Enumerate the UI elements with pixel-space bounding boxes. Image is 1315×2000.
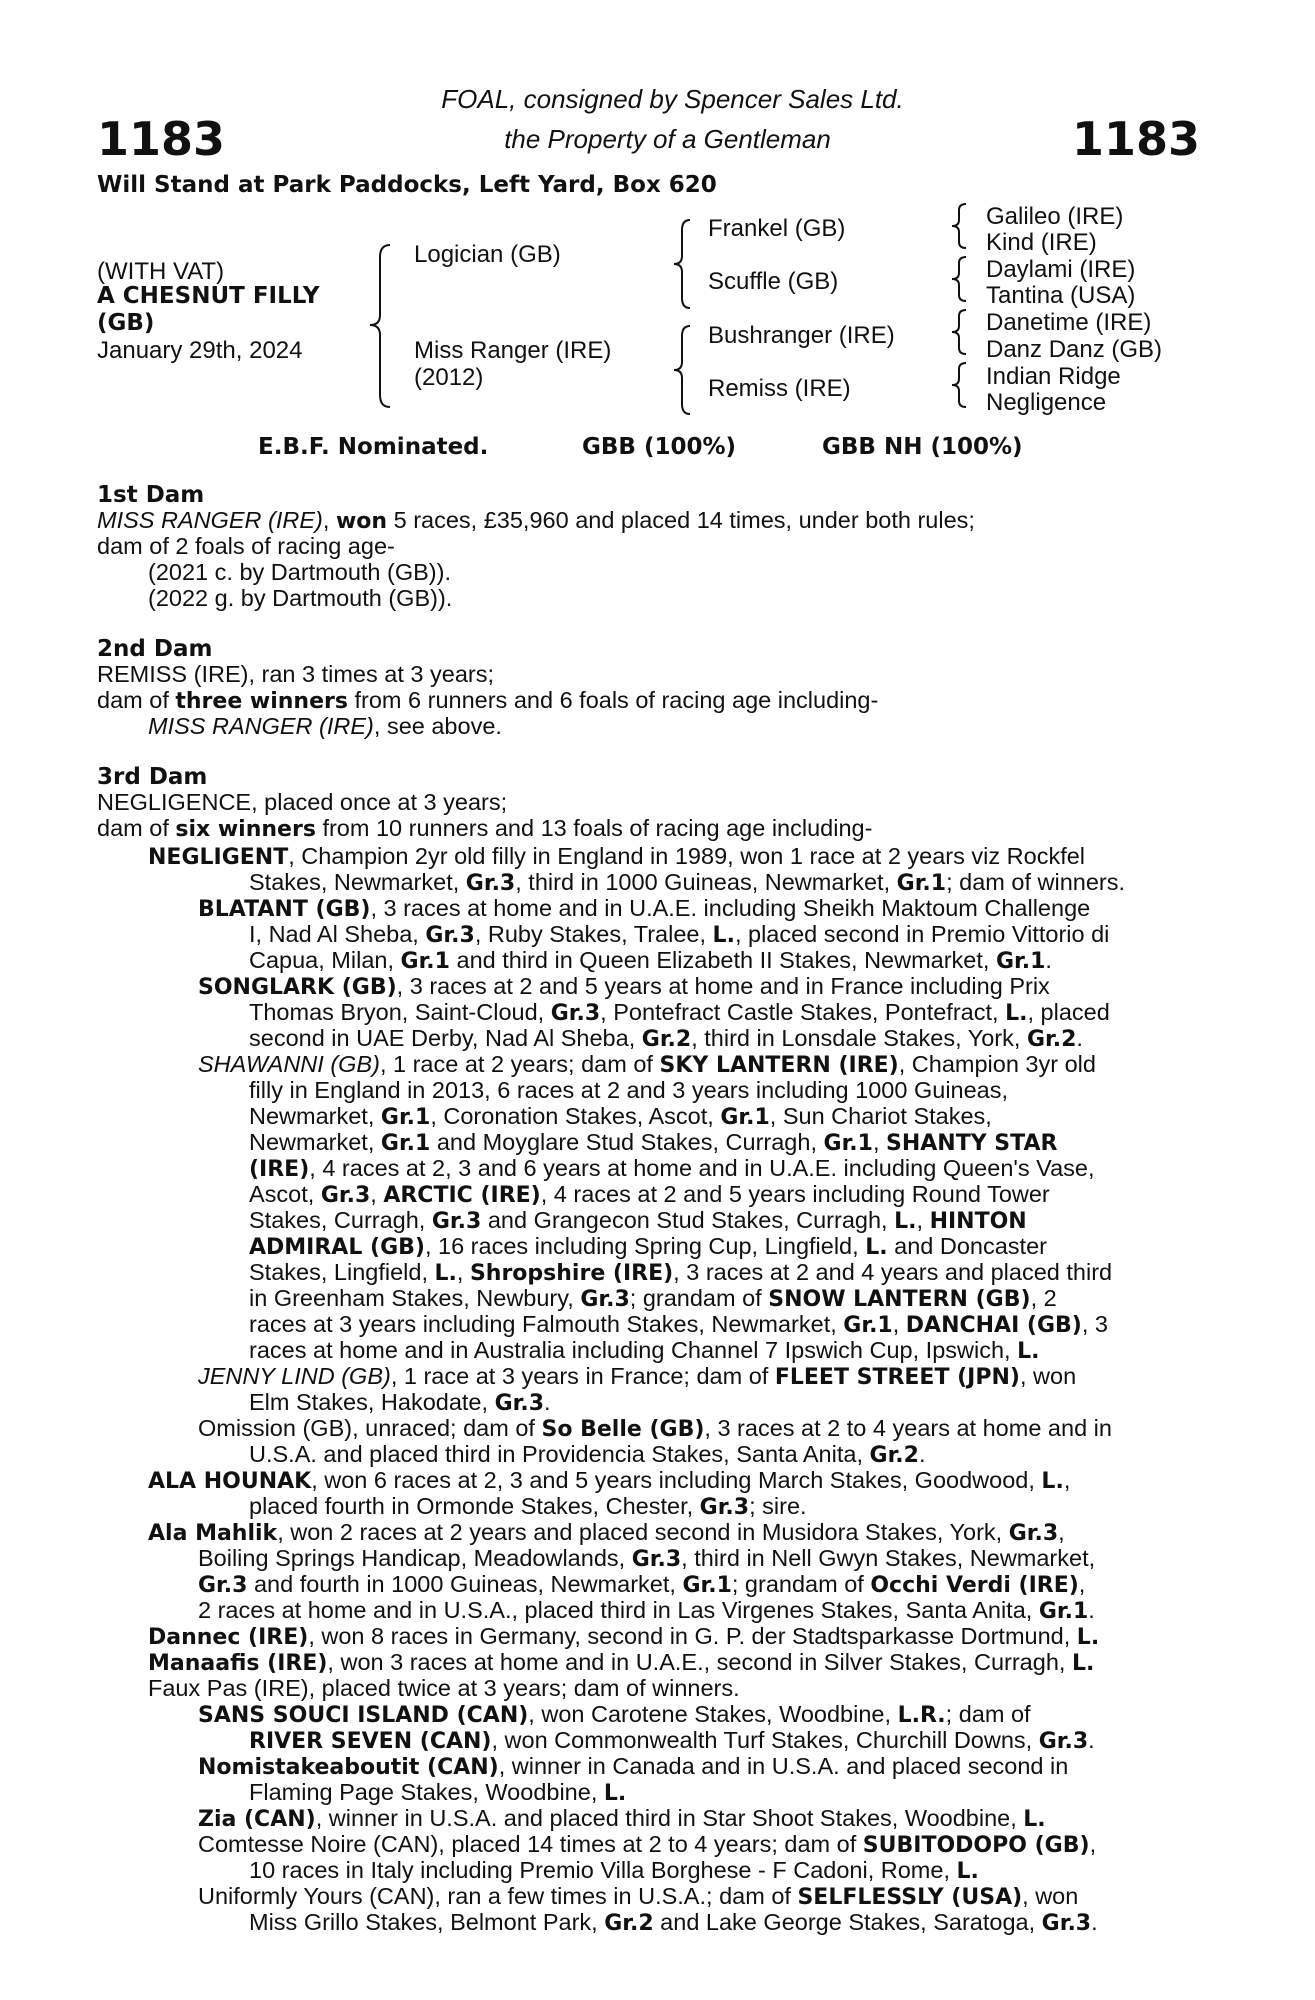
bold-text: ALA HOUNAK <box>148 1469 312 1494</box>
produce-line <box>249 1208 1027 1235</box>
bold-text: Occhi Verdi (IRE) <box>870 1573 1079 1598</box>
bold-text: ADMIRAL (GB) <box>249 1235 425 1260</box>
bold-text: SONGLARK (GB) <box>198 975 397 1000</box>
text: Uniformly Yours (CAN), ran a few times in U.S.A.; dam of <box>198 1883 798 1909</box>
text: , placed second in Premio Vittorio di <box>734 921 1110 947</box>
bold-text: FLEET STREET (JPN) <box>774 1365 1020 1390</box>
text: Ascot, <box>249 1181 321 1207</box>
text: Omission (GB), unraced; dam of <box>198 1415 542 1441</box>
text: and fourth in 1000 Guineas, Newmarket, <box>247 1571 683 1597</box>
produce-line <box>148 1650 1094 1677</box>
bold-text: Gr.3 <box>580 1287 630 1312</box>
text: . <box>1088 1597 1095 1623</box>
bold-text: Shropshire (IRE) <box>469 1261 674 1286</box>
gbb-nh-status: GBB NH (100%) <box>822 434 1023 460</box>
text: races at 3 years including Falmouth Stakes, Newmarket, <box>249 1311 844 1337</box>
text: , Ruby Stakes, Tralee, <box>474 921 713 947</box>
produce-line <box>198 896 1090 923</box>
bold-text: L. <box>1005 1001 1028 1026</box>
bold-text: Gr.3 <box>431 1209 482 1234</box>
text: , Sun Chariot Stakes, <box>769 1103 992 1129</box>
pedigree-gen2-2: Scuffle (GB) <box>708 268 839 295</box>
produce-line <box>148 1624 1099 1651</box>
text: , third in Lonsdale Stakes, York, <box>691 1025 1027 1051</box>
text: ; sire. <box>749 1493 807 1519</box>
second-dam-line2: dam of three winners from 6 runners and 6 foals of racing age including- <box>97 687 879 714</box>
bold-text: Gr.1 <box>682 1573 732 1598</box>
text: , <box>916 1207 930 1233</box>
bold-text: Gr.3 <box>1008 1521 1059 1546</box>
bold-text: Gr.3 <box>198 1573 248 1598</box>
produce-line <box>249 1130 1057 1157</box>
produce-line <box>249 870 1125 897</box>
text: and Moyglare Stud Stakes, Curragh, <box>430 1129 824 1155</box>
bold-text: Dannec (IRE) <box>148 1625 309 1650</box>
text: , won 2 races at 2 years and placed second in Musidora Stakes, York, <box>277 1519 1009 1545</box>
text: Newmarket, <box>249 1103 381 1129</box>
pedigree-brace-dam <box>666 318 706 418</box>
text: , 1 race at 2 years; dam of <box>379 1051 660 1077</box>
pedigree-dam-year: (2012) <box>414 364 484 391</box>
text: , <box>1058 1519 1065 1545</box>
text: , won 6 races at 2, 3 and 5 years including March Stakes, Goodwood, <box>311 1467 1042 1493</box>
bold-text: L. <box>603 1781 627 1806</box>
lot-name-line1: A CHESNUT FILLY <box>97 283 320 309</box>
text: . <box>544 1389 551 1415</box>
bold-text: SANS SOUCI ISLAND (CAN) <box>198 1703 529 1728</box>
pedigree-gen3-4: Tantina (USA) <box>986 282 1136 309</box>
text: , <box>1089 1831 1097 1857</box>
produce-line <box>249 1026 1083 1053</box>
text: , won <box>1022 1883 1079 1909</box>
bold-text: Gr.1 <box>400 949 450 974</box>
bold-text: Gr.1 <box>896 871 947 896</box>
text: , 4 races at 2, 3 and 6 years at home and in U.A.E. including Queen's Vase, <box>309 1155 1095 1181</box>
text: Comtesse Noire (CAN), placed 14 times at 2 to 4 years; dam of <box>198 1831 863 1857</box>
text: , won <box>1019 1363 1077 1389</box>
pedigree-dam: Miss Ranger (IRE) <box>414 337 612 364</box>
produce-line <box>249 1234 1047 1261</box>
bold-text: L. <box>956 1859 979 1884</box>
bold-text: Gr.2 <box>1026 1027 1077 1052</box>
pedigree-gen2-1: Frankel (GB) <box>708 215 846 242</box>
produce-line <box>198 974 1050 1001</box>
first-dam-line1: MISS RANGER (IRE), won 5 races, £35,960 and placed 14 times, under both rules; <box>97 507 975 534</box>
third-dam-heading: 3rd Dam <box>97 764 208 790</box>
text: and Lake George Stakes, Saratoga, <box>653 1909 1042 1935</box>
produce-line <box>249 948 1052 975</box>
text: Stakes, Lingfield, <box>249 1259 435 1285</box>
bold-text: L. <box>1076 1625 1100 1650</box>
text: , won 3 races at home and in U.A.E., second in Silver Stakes, Curragh, <box>327 1649 1072 1675</box>
second-dam-line1: REMISS (IRE), ran 3 times at 3 years; <box>97 661 494 687</box>
produce-line <box>198 1884 1078 1911</box>
bold-text: L. <box>434 1261 457 1286</box>
pedigree-brace-gen1 <box>360 235 420 415</box>
text: and Grangecon Stud Stakes, Curragh, <box>481 1207 895 1233</box>
produce-line <box>249 1728 1095 1755</box>
lot-number-right: 1183 <box>1071 112 1200 166</box>
bold-text: Gr.3 <box>699 1495 750 1520</box>
produce-line <box>198 1754 1068 1781</box>
text: , winner in Canada and in U.S.A. and placed second in <box>498 1753 1069 1779</box>
third-dam-line2: dam of six winners from 10 runners and 13 foals of racing age including- <box>97 815 873 842</box>
produce-line <box>198 1806 1046 1833</box>
bold-text: Gr.1 <box>995 949 1046 974</box>
bold-text: SHANTY STAR <box>886 1131 1058 1156</box>
text: in Greenham Stakes, Newbury, <box>249 1285 581 1311</box>
text: Faux Pas (IRE), placed twice at 3 years; dam of winners. <box>148 1675 740 1701</box>
produce-line <box>249 1858 979 1885</box>
text: , <box>1063 1467 1071 1493</box>
first-dam-foal-1: (2021 c. by Dartmouth (GB)). <box>148 559 451 585</box>
produce-line <box>198 1546 1095 1573</box>
text: placed fourth in Ormonde Stakes, Chester, <box>249 1493 700 1519</box>
pedigree-gen3-1: Galileo (IRE) <box>986 203 1124 230</box>
text: Newmarket, <box>249 1129 381 1155</box>
pedigree-brace-remiss <box>946 359 976 411</box>
produce-line <box>198 1364 1076 1391</box>
pedigree-gen2-3: Bushranger (IRE) <box>708 322 895 349</box>
text: , placed <box>1027 999 1110 1025</box>
bold-text: Gr.1 <box>380 1105 431 1130</box>
produce-line <box>249 1286 1057 1313</box>
pedigree-brace-frankel <box>946 200 976 252</box>
text: Boiling Springs Handicap, Meadowlands, <box>198 1545 632 1571</box>
text: ; grandam of <box>629 1285 769 1311</box>
bold-text: Gr.3 <box>425 923 475 948</box>
bold-text: L. <box>865 1235 888 1260</box>
bold-text: Gr.2 <box>604 1911 654 1936</box>
bold-text: Gr.3 <box>494 1391 544 1416</box>
text: Thomas Bryon, Saint-Cloud, <box>249 999 551 1025</box>
bold-text: L. <box>1017 1339 1040 1364</box>
produce-line <box>249 1104 992 1131</box>
consignor-line: FOAL, consigned by Spencer Sales Ltd. <box>441 84 904 114</box>
bold-text: Gr.1 <box>823 1131 873 1156</box>
produce-line <box>249 1390 551 1417</box>
produce-line <box>148 1676 740 1702</box>
third-dam-line1: NEGLIGENCE, placed once at 3 years; <box>97 789 508 815</box>
second-dam-heading: 2nd Dam <box>97 636 213 662</box>
bold-text: L. <box>712 923 735 948</box>
first-dam-heading: 1st Dam <box>97 482 205 508</box>
pedigree-gen3-6: Danz Danz (GB) <box>986 336 1163 363</box>
text: Stakes, Curragh, <box>249 1207 432 1233</box>
bold-text: (IRE) <box>249 1157 310 1182</box>
property-line: the Property of a Gentleman <box>504 124 831 154</box>
produce-line <box>249 1338 1039 1365</box>
text: Elm Stakes, Hakodate, <box>249 1389 495 1415</box>
produce-line <box>198 1416 1112 1443</box>
text: , <box>370 1181 384 1207</box>
bold-text: Zia (CAN) <box>198 1807 316 1832</box>
text: 10 races in Italy including Premio Villa Borghese - F Cadoni, Rome, <box>249 1857 957 1883</box>
produce-line <box>249 1078 1008 1104</box>
text: , <box>456 1259 470 1285</box>
bold-text: SUBITODOPO (GB) <box>862 1833 1090 1858</box>
produce-line <box>249 1494 807 1521</box>
bold-text: SNOW LANTERN (GB) <box>768 1287 1031 1312</box>
ebf-nomination: E.B.F. Nominated. <box>258 434 489 460</box>
produce-line <box>198 1832 1096 1859</box>
produce-line <box>249 1260 1112 1287</box>
pedigree-gen3-7: Indian Ridge <box>986 363 1121 390</box>
text: , won Carotene Stakes, Woodbine, <box>528 1701 898 1727</box>
pedigree-gen3-8: Negligence <box>986 389 1107 416</box>
text: and Doncaster <box>887 1233 1047 1259</box>
pedigree-gen3-3: Daylami (IRE) <box>986 256 1136 283</box>
text: , 4 races at 2 and 5 years including Round Tower <box>540 1181 1050 1207</box>
text: , 3 races at 2 and 4 years and placed third <box>673 1259 1113 1285</box>
produce-line <box>249 1156 1095 1183</box>
produce-line <box>249 1312 1108 1339</box>
pedigree-gen3-5: Danetime (IRE) <box>986 309 1152 336</box>
bold-text: HINTON <box>929 1209 1027 1234</box>
date-of-birth: January 29th, 2024 <box>97 337 303 364</box>
text: , third in Nell Gwyn Stakes, Newmarket, <box>681 1545 1096 1571</box>
lot-number-left: 1183 <box>97 112 226 166</box>
bold-text: L. <box>1071 1651 1095 1676</box>
produce-line <box>249 1182 1050 1209</box>
italic-text: JENNY LIND (GB) <box>198 1363 391 1389</box>
bold-text: L. <box>1023 1807 1046 1832</box>
bold-text: Gr.3 <box>631 1547 682 1572</box>
text: , <box>1078 1571 1086 1597</box>
bold-text: ARCTIC (IRE) <box>383 1183 541 1208</box>
bold-text: Gr.3 <box>1041 1911 1092 1936</box>
text: , 3 races at home and in U.A.E. including Sheikh Maktoum Challenge <box>370 895 1091 921</box>
pedigree-sire: Logician (GB) <box>414 241 561 268</box>
first-dam-line2: dam of 2 foals of racing age- <box>97 533 395 559</box>
text: , 1 race at 3 years in France; dam of <box>390 1363 775 1389</box>
text: , Champion 3yr old <box>898 1051 1096 1077</box>
text: , <box>872 1129 887 1155</box>
text: Capua, Milan, <box>249 947 401 973</box>
text: , Pontefract Castle Stakes, Pontefract, <box>600 999 1006 1025</box>
produce-line <box>249 1442 925 1469</box>
bold-text: RIVER SEVEN (CAN) <box>249 1729 492 1754</box>
produce-line <box>198 1598 1095 1625</box>
produce-line <box>148 844 1085 871</box>
bold-text: Gr.2 <box>869 1443 919 1468</box>
stand-location: Will Stand at Park Paddocks, Left Yard, Box 620 <box>97 172 717 198</box>
bold-text: L. <box>894 1209 917 1234</box>
text: , Coronation Stakes, Ascot, <box>430 1103 721 1129</box>
text: , Champion 2yr old filly in England in 1989, won 1 race at 2 years viz Rockfel <box>288 843 1086 869</box>
bold-text: Gr.1 <box>843 1313 893 1338</box>
bold-text: L.R. <box>897 1703 946 1728</box>
text: , won Commonwealth Turf Stakes, Churchill Downs, <box>491 1727 1039 1753</box>
produce-line <box>249 1910 1098 1937</box>
bold-text: Nomistakeaboutit (CAN) <box>198 1755 499 1780</box>
bold-text: Gr.1 <box>380 1131 431 1156</box>
text: filly in England in 2013, 6 races at 2 and 3 years including 1000 Guineas, <box>249 1077 1009 1103</box>
italic-text: SHAWANNI (GB) <box>198 1051 380 1077</box>
first-dam-foal-2: (2022 g. by Dartmouth (GB)). <box>148 585 453 611</box>
bold-text: L. <box>1041 1469 1064 1494</box>
text: . <box>918 1441 926 1467</box>
text: . <box>1076 1025 1083 1051</box>
text: . <box>1045 947 1052 973</box>
text: U.S.A. and placed third in Providencia Stakes, Santa Anita, <box>249 1441 870 1467</box>
produce-line <box>198 1572 1085 1599</box>
produce-line <box>249 1000 1110 1027</box>
bold-text: Gr.3 <box>1038 1729 1089 1754</box>
bold-text: DANCHAI (GB) <box>905 1313 1082 1338</box>
bold-text: Gr.2 <box>641 1027 692 1052</box>
pedigree-brace-scuffle <box>946 253 976 305</box>
bold-text: Ala Mahlik <box>148 1521 278 1546</box>
pedigree-brace-sire <box>666 212 706 312</box>
bold-text: BLATANT (GB) <box>198 897 371 922</box>
text: , 3 races at 2 to 4 years at home and in <box>704 1415 1112 1441</box>
vat-label: (WITH VAT) <box>97 258 225 285</box>
produce-line <box>198 1702 1031 1729</box>
gbb-status: GBB (100%) <box>582 434 737 460</box>
pedigree-brace-bushranger <box>946 306 976 358</box>
text: , third in 1000 Guineas, Newmarket, <box>515 869 897 895</box>
bold-text: Gr.1 <box>1038 1599 1089 1624</box>
bold-text: Manaafis (IRE) <box>148 1651 328 1676</box>
bold-text: Gr.3 <box>465 871 516 896</box>
text: 2 races at home and in U.S.A., placed third in Las Virgenes Stakes, Santa Anita, <box>198 1597 1039 1623</box>
bold-text: Gr.1 <box>720 1105 770 1130</box>
text: , winner in U.S.A. and placed third in Star Shoot Stakes, Woodbine, <box>315 1805 1024 1831</box>
text: Miss Grillo Stakes, Belmont Park, <box>249 1909 605 1935</box>
text: , 3 <box>1081 1311 1109 1337</box>
text: ; dam of <box>945 1701 1031 1727</box>
bold-text: SELFLESSLY (USA) <box>797 1885 1023 1910</box>
text: Stakes, Newmarket, <box>249 869 466 895</box>
produce-line <box>198 1052 1096 1079</box>
pedigree-gen3-2: Kind (IRE) <box>986 229 1097 256</box>
produce-line <box>249 1780 626 1807</box>
bold-text: SKY LANTERN (IRE) <box>659 1053 899 1078</box>
bold-text: Gr.3 <box>550 1001 601 1026</box>
text: ; grandam of <box>731 1571 871 1597</box>
text: , won 8 races in Germany, second in G. P. der Stadtsparkasse Dortmund, <box>308 1623 1077 1649</box>
text: , <box>892 1311 906 1337</box>
bold-text: Gr.3 <box>320 1183 371 1208</box>
text: , 2 <box>1030 1285 1057 1311</box>
lot-name-line2: (GB) <box>97 310 155 336</box>
text: ; dam of winners. <box>946 869 1126 895</box>
produce-line <box>249 922 1109 949</box>
text: and third in Queen Elizabeth II Stakes, Newmarket, <box>449 947 996 973</box>
second-dam-line3: MISS RANGER (IRE), see above. <box>148 713 502 739</box>
bold-text: NEGLIGENT <box>148 845 289 870</box>
text: second in UAE Derby, Nad Al Sheba, <box>249 1025 642 1051</box>
text: . <box>1091 1909 1098 1935</box>
pedigree-gen2-4: Remiss (IRE) <box>708 375 851 402</box>
text: . <box>1088 1727 1095 1753</box>
text: Flaming Page Stakes, Woodbine, <box>249 1779 604 1805</box>
text: I, Nad Al Sheba, <box>249 921 426 947</box>
produce-line <box>148 1468 1070 1495</box>
text: races at home and in Australia including Channel 7 Ipswich Cup, Ipswich, <box>249 1337 1018 1363</box>
text: , 16 races including Spring Cup, Lingfield, <box>424 1233 866 1259</box>
bold-text: So Belle (GB) <box>541 1417 705 1442</box>
produce-line <box>148 1520 1065 1547</box>
text: , 3 races at 2 and 5 years at home and in France including Prix <box>396 973 1050 999</box>
